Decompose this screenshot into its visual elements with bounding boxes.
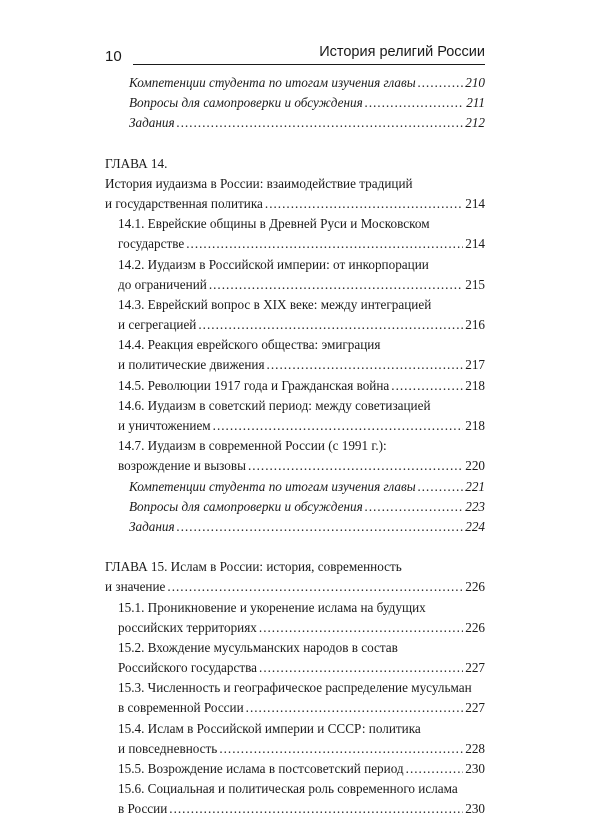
toc-dot-leader [406, 759, 464, 779]
toc-page-number: 230 [465, 801, 485, 817]
toc-entry-text: Задания [129, 518, 175, 534]
toc-entry-text: История иудаизма в России: взаимодействие традиций [105, 175, 413, 191]
toc-entry-text: Задания [129, 115, 175, 131]
toc-entry-text: Компетенции студента по итогам изучения главы [129, 478, 416, 494]
toc-entry-text: 15.1. Проникновение и укоренение ислама на будущих [118, 599, 426, 615]
toc-dot-leader [213, 416, 464, 436]
toc-entry-text: Российского государства [118, 660, 258, 676]
toc-section-15-2-cont[interactable] [105, 658, 485, 678]
toc-page-number: 220 [465, 458, 485, 474]
toc-dot-leader [259, 618, 463, 638]
toc-entry-text: 14.7. Иудаизм в современной России (с 1991 г.): [118, 438, 387, 454]
toc-entry-text: и сегрегацией [118, 317, 197, 333]
header-rule [133, 64, 485, 65]
toc-entry-text: и политические движения [118, 357, 265, 373]
toc-page-number: 224 [465, 518, 485, 534]
chapter-15-title-line2[interactable] [105, 577, 485, 597]
toc-dot-leader [177, 517, 464, 537]
toc-entry-14-tasks[interactable] [105, 517, 485, 537]
toc-section-14-2-cont[interactable] [105, 275, 485, 295]
toc-entry-text: Вопросы для самопроверки и обсуждения [129, 498, 363, 514]
toc-section-15-4-cont[interactable] [105, 739, 485, 759]
running-header [105, 44, 485, 66]
toc-page-number: 230 [465, 761, 485, 776]
toc-entry-text: до ограничений [118, 276, 207, 292]
toc-entry-text: Компетенции студента по итогам изучения главы [129, 75, 416, 90]
chapter-14-label [105, 154, 485, 174]
toc-dot-leader [169, 799, 463, 819]
toc-entry-text: государстве [118, 236, 185, 252]
toc-page-number: 223 [465, 498, 485, 514]
toc-section-15-5[interactable] [105, 759, 485, 779]
toc-dot-leader [246, 698, 464, 718]
table-of-contents [105, 73, 485, 820]
toc-section-15-1[interactable] [105, 598, 485, 618]
toc-page-number: 218 [465, 418, 485, 433]
toc-dot-leader [391, 376, 463, 396]
toc-section-15-3-cont[interactable] [105, 698, 485, 718]
toc-section-14-4[interactable] [105, 335, 485, 355]
toc-entry-text: российских территориях [118, 619, 257, 635]
toc-page-number: 216 [465, 317, 485, 333]
toc-page-number: 212 [465, 115, 485, 131]
toc-section-14-7[interactable] [105, 436, 485, 456]
toc-entry-text: 15.3. Численность и географическое распределение мусульман [118, 680, 472, 696]
toc-page-number: 228 [465, 740, 485, 756]
toc-entry-text: в России [118, 801, 168, 817]
toc-entry-text: и государственная политика [105, 195, 263, 211]
toc-dot-leader [365, 497, 463, 517]
toc-page-number: 218 [465, 377, 485, 393]
toc-entry-text: Вопросы для самопроверки и обсуждения [129, 95, 363, 111]
toc-dot-leader [209, 275, 463, 295]
toc-section-14-6[interactable] [105, 396, 485, 416]
chapter-14-title-line1[interactable] [105, 174, 485, 194]
running-title: История религий России [319, 44, 485, 60]
toc-dot-leader [418, 73, 464, 93]
toc-section-14-1-cont[interactable] [105, 234, 485, 254]
toc-section-14-2[interactable] [105, 255, 485, 275]
toc-section-15-6[interactable] [105, 779, 485, 799]
toc-section-14-7-cont[interactable] [105, 456, 485, 476]
toc-page-number: 221 [465, 478, 485, 494]
toc-entry-14-competencies[interactable] [105, 477, 485, 497]
toc-dot-leader [365, 93, 464, 113]
toc-entry-text: 14.6. Иудаизм в советский период: между советизацией [118, 397, 431, 413]
toc-entry-text: 14.2. Иудаизм в Российской империи: от инкорпорации [118, 256, 429, 272]
toc-entry-text: ГЛАВА 14. [105, 155, 168, 171]
toc-section-14-4-cont[interactable] [105, 355, 485, 375]
toc-dot-leader [259, 658, 463, 678]
toc-dot-leader [265, 194, 463, 214]
toc-dot-leader [167, 577, 463, 597]
toc-entry-text: и уничтожением [118, 418, 211, 433]
toc-section-15-6-cont[interactable] [105, 799, 485, 819]
toc-page-number: 210 [465, 75, 485, 90]
toc-entry-text: 14.5. Революции 1917 года и Гражданская война [118, 377, 390, 393]
toc-page-number: 227 [465, 700, 485, 716]
toc-entry-text: в современной России [118, 700, 244, 716]
toc-dot-leader [186, 234, 463, 254]
toc-entry-text: 14.4. Реакция еврейского общества: эмиграция [118, 337, 381, 353]
toc-section-14-3[interactable] [105, 295, 485, 315]
toc-dot-leader [248, 456, 463, 476]
toc-page-number: 214 [465, 236, 485, 252]
toc-section-15-3[interactable] [105, 678, 485, 698]
toc-entry-text: и значение [105, 579, 166, 595]
toc-section-14-1[interactable] [105, 214, 485, 234]
toc-entry-text: возрождение и вызовы [118, 458, 246, 474]
chapter-15-title-line1[interactable] [105, 557, 485, 577]
toc-entry-text: 15.6. Социальная и политическая роль современного ислама [118, 781, 458, 797]
toc-dot-leader [267, 355, 464, 375]
toc-page-number: 217 [465, 357, 485, 373]
toc-entry-text: 14.1. Еврейские общины в Древней Руси и Московском [118, 216, 430, 232]
page-number: 10 [105, 48, 122, 65]
toc-entry-text: 15.2. Вхождение мусульманских народов в состав [118, 639, 398, 655]
toc-entry-tasks[interactable] [105, 113, 485, 133]
chapter-14-title-line2[interactable] [105, 194, 485, 214]
toc-section-15-2[interactable] [105, 638, 485, 658]
toc-page-number: 226 [465, 579, 485, 595]
toc-entry-text: ГЛАВА 15. Ислам в России: история, современность [105, 559, 402, 575]
toc-section-14-5[interactable] [105, 376, 485, 396]
toc-section-15-1-cont[interactable] [105, 618, 485, 638]
toc-dot-leader [219, 739, 463, 759]
toc-entry-questions[interactable] [105, 93, 485, 113]
toc-page-number: 226 [465, 619, 485, 635]
toc-section-15-4[interactable] [105, 719, 485, 739]
toc-section-14-6-cont[interactable] [105, 416, 485, 436]
toc-page-number: 215 [465, 276, 485, 292]
toc-page-number: 211 [466, 95, 485, 111]
toc-dot-leader [177, 113, 464, 133]
toc-dot-leader [418, 477, 464, 497]
toc-entry-text: и повседневность [118, 740, 218, 756]
toc-entry-14-questions[interactable] [105, 497, 485, 517]
toc-entry-text: 14.3. Еврейский вопрос в XIX веке: между интеграцией [118, 296, 432, 312]
toc-page-number: 227 [465, 660, 485, 676]
toc-entry-text: 15.4. Ислам в Российской империи и СССР: политика [118, 720, 421, 736]
toc-dot-leader [198, 315, 463, 335]
toc-page-number: 214 [465, 195, 485, 211]
toc-entry-text: 15.5. Возрождение ислама в постсоветский период [118, 761, 404, 776]
toc-section-14-3-cont[interactable] [105, 315, 485, 335]
toc-entry-competencies[interactable] [105, 73, 485, 93]
